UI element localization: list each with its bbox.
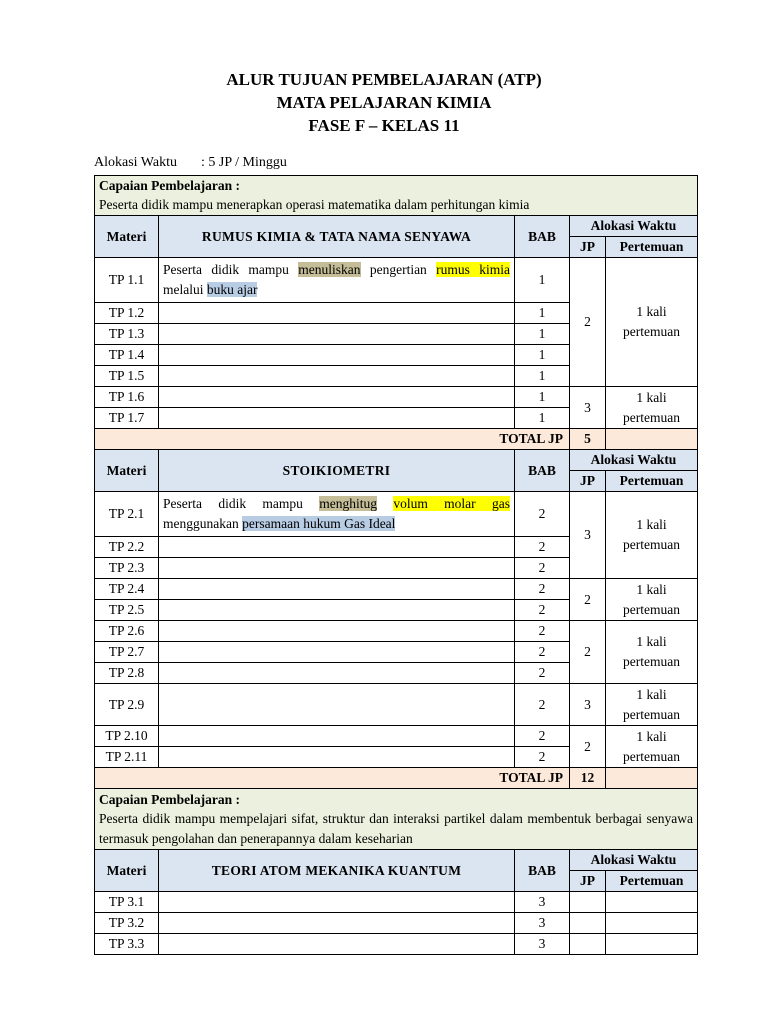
- jp-header: JP: [570, 471, 606, 492]
- materi-header: Materi: [95, 850, 159, 892]
- bab-value: 2: [515, 684, 570, 726]
- pertemuan-value: 1 kali pertemuan: [606, 258, 698, 387]
- atp-table: [94, 175, 698, 955]
- table-row: [95, 621, 698, 642]
- header-row-2: [95, 450, 698, 471]
- bab-value: 1: [515, 303, 570, 324]
- tp-label: TP 1.6: [95, 387, 159, 408]
- bab-value: 2: [515, 747, 570, 768]
- bab-value: 3: [515, 892, 570, 913]
- table-row: [95, 934, 698, 955]
- bab-value: 2: [515, 621, 570, 642]
- pertemuan-value: 1 kali pertemuan: [606, 492, 698, 579]
- header-row-1: [95, 216, 698, 237]
- tp-label: TP 2.1: [95, 492, 159, 537]
- pertemuan-header: Pertemuan: [606, 471, 698, 492]
- jp-value: 2: [570, 621, 606, 684]
- table-row: [95, 684, 698, 726]
- tp-label: TP 1.5: [95, 366, 159, 387]
- tp-label: TP 2.9: [95, 684, 159, 726]
- bab-value: 1: [515, 408, 570, 429]
- tp-label: TP 2.2: [95, 537, 159, 558]
- pertemuan-value: 1 kali pertemuan: [606, 621, 698, 684]
- alokasi-header: Alokasi Waktu: [570, 850, 698, 871]
- table-row: [95, 579, 698, 600]
- tp-label: TP 2.5: [95, 600, 159, 621]
- bab-value: 2: [515, 726, 570, 747]
- pertemuan-value: 1 kali pertemuan: [606, 387, 698, 429]
- tp-label: TP 2.10: [95, 726, 159, 747]
- bab-header: BAB: [515, 216, 570, 258]
- bab-value: 2: [515, 600, 570, 621]
- jp-value: 2: [570, 726, 606, 768]
- doc-title-2: MATA PELAJARAN KIMIA: [276, 93, 492, 112]
- highlight-method: persamaan hukum Gas Ideal: [242, 516, 396, 531]
- table-row: [95, 387, 698, 408]
- bab-value: 1: [515, 258, 570, 303]
- bab-value: 2: [515, 558, 570, 579]
- total-label: TOTAL JP: [95, 429, 570, 450]
- tp-description: Peserta didik mampu menuliskan pengertian rumus kimia melalui buku ajar: [159, 258, 515, 303]
- materi-header: Materi: [95, 216, 159, 258]
- bab-value: 2: [515, 537, 570, 558]
- table-row: [95, 892, 698, 913]
- bab-value: 1: [515, 387, 570, 408]
- bab-value: 2: [515, 642, 570, 663]
- total-label: TOTAL JP: [95, 768, 570, 789]
- alokasi-header: Alokasi Waktu: [570, 450, 698, 471]
- highlight-method: buku ajar: [206, 282, 258, 297]
- pertemuan-header: Pertemuan: [606, 871, 698, 892]
- jp-header: JP: [570, 871, 606, 892]
- doc-title-3: FASE F – KELAS 11: [308, 116, 460, 135]
- alokasi-header: Alokasi Waktu: [570, 216, 698, 237]
- topic-title: RUMUS KIMIA & TATA NAMA SENYAWA: [159, 216, 515, 258]
- bab-value: 2: [515, 492, 570, 537]
- cp-row-1: [95, 176, 698, 216]
- tp-label: TP 1.7: [95, 408, 159, 429]
- jp-header: JP: [570, 237, 606, 258]
- table-row: [95, 258, 698, 303]
- total-jp-value: 5: [570, 429, 606, 450]
- bab-value: 2: [515, 663, 570, 684]
- tp-label: TP 2.11: [95, 747, 159, 768]
- tp-label: TP 2.4: [95, 579, 159, 600]
- table-row: [95, 726, 698, 747]
- highlight-content: rumus kimia: [436, 262, 510, 277]
- tp-label: TP 1.2: [95, 303, 159, 324]
- tp-label: TP 1.4: [95, 345, 159, 366]
- alokasi-value: : 5 JP / Minggu: [201, 155, 287, 170]
- table-row: [95, 492, 698, 537]
- tp-label: TP 1.3: [95, 324, 159, 345]
- table-row: [95, 913, 698, 934]
- tp-label: TP 2.6: [95, 621, 159, 642]
- topic-title: STOIKIOMETRI: [159, 450, 515, 492]
- cp-label: Capaian Pembelajaran :: [99, 792, 240, 807]
- highlight-verb: menuliskan: [298, 262, 361, 277]
- jp-value: 2: [570, 579, 606, 621]
- tp-description: Peserta didik mampu menghitug volum molar gas menggunakan persamaan hukum Gas Ideal: [159, 492, 515, 537]
- highlight-verb: menghitug: [319, 496, 377, 511]
- highlight-content: volum molar gas: [393, 496, 511, 511]
- pertemuan-value: 1 kali pertemuan: [606, 579, 698, 621]
- bab-header: BAB: [515, 450, 570, 492]
- alokasi-label: Alokasi Waktu: [94, 155, 177, 170]
- tp-label: TP 3.2: [95, 913, 159, 934]
- alokasi-waktu: [94, 155, 287, 171]
- total-row: [95, 429, 698, 450]
- bab-value: 3: [515, 934, 570, 955]
- total-row: [95, 768, 698, 789]
- bab-value: 1: [515, 366, 570, 387]
- jp-value: 3: [570, 387, 606, 429]
- cp-row-3: [95, 789, 698, 850]
- cp-label: Capaian Pembelajaran :: [99, 178, 240, 193]
- jp-value: 3: [570, 684, 606, 726]
- tp-label: TP 1.1: [95, 258, 159, 303]
- total-jp-value: 12: [570, 768, 606, 789]
- pertemuan-value: 1 kali pertemuan: [606, 684, 698, 726]
- doc-title-1: ALUR TUJUAN PEMBELAJARAN (ATP): [226, 70, 542, 89]
- bab-value: 1: [515, 324, 570, 345]
- tp-label: TP 3.3: [95, 934, 159, 955]
- tp-label: TP 2.7: [95, 642, 159, 663]
- pertemuan-value: 1 kali pertemuan: [606, 726, 698, 768]
- tp-label: TP 3.1: [95, 892, 159, 913]
- header-row-3: [95, 850, 698, 871]
- bab-value: 2: [515, 579, 570, 600]
- cp-text: Peserta didik mampu mempelajari sifat, struktur dan interaksi partikel dalam membentuk berbagai senyawa termasuk pengolahan dan penerapannya dalam keseharian: [99, 811, 693, 846]
- tp-label: TP 2.8: [95, 663, 159, 684]
- materi-header: Materi: [95, 450, 159, 492]
- bab-value: 1: [515, 345, 570, 366]
- topic-title: TEORI ATOM MEKANIKA KUANTUM: [159, 850, 515, 892]
- pertemuan-header: Pertemuan: [606, 237, 698, 258]
- bab-value: 3: [515, 913, 570, 934]
- cp-text: Peserta didik mampu menerapkan operasi matematika dalam perhitungan kimia: [99, 197, 530, 212]
- bab-header: BAB: [515, 850, 570, 892]
- jp-value: 2: [570, 258, 606, 387]
- jp-value: 3: [570, 492, 606, 579]
- tp-label: TP 2.3: [95, 558, 159, 579]
